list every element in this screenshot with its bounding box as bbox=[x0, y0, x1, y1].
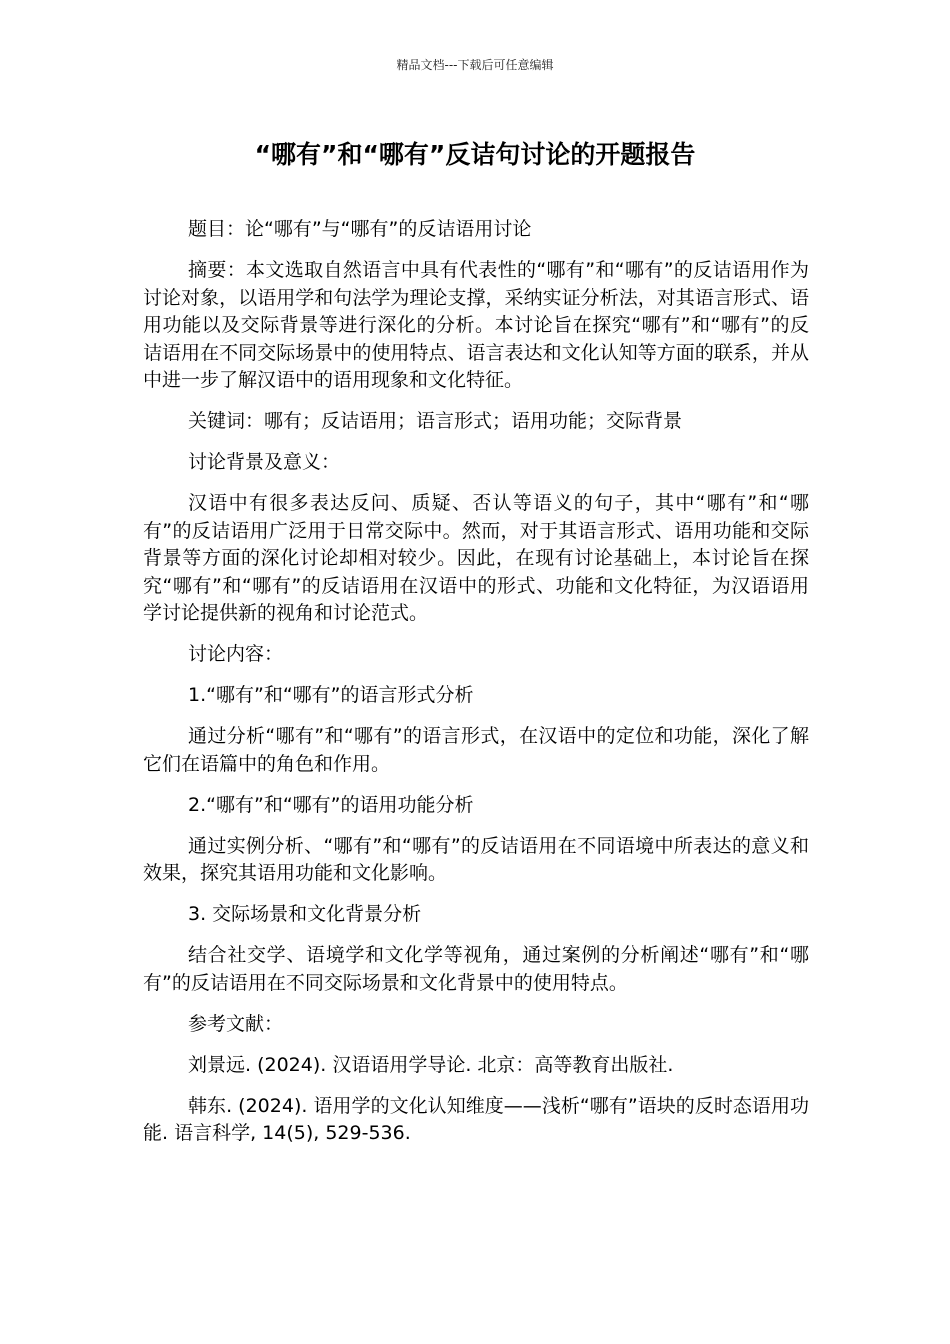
keywords-paragraph: 关键词：哪有；反诘语用；语言形式；语用功能；交际背景 bbox=[188, 410, 683, 432]
background-paragraph: 汉语中有很多表达反问、质疑、否认等语义的句子，其中“哪有”和“哪有”的反诘语用广泛用于日常交际中。然而，对于其语言形式、语用功能和交际背景等方面的深化讨论却相对较少。因此，在现有讨论基础上，本讨论旨在探究“哪有”和“哪有”的反诘语用在汉语中的形式、功能和文化特征，为汉语语用学讨论提供新的视角和讨论范式。 bbox=[143, 492, 809, 624]
content-item-1-heading: 1.“哪有”和“哪有”的语言形式分析 bbox=[188, 684, 474, 706]
content-item-2-text: 通过实例分析、“哪有”和“哪有”的反诘语用在不同语境中所表达的意义和效果，探究其语用功能和文化影响。 bbox=[143, 834, 809, 884]
reference-item: 韩东. (2024). 语用学的文化认知维度——浅析“哪有”语块的反时态语用功能. 语言科学, 14(5), 529-536. bbox=[143, 1094, 809, 1144]
content-item-3-heading: 3. 交际场景和文化背景分析 bbox=[188, 903, 422, 925]
topic-paragraph: 题目：论“哪有”与“哪有”的反诘语用讨论 bbox=[188, 218, 532, 240]
document-body bbox=[143, 216, 809, 1161]
content-item-3-text: 结合社交学、语境学和文化学等视角，通过案例的分析阐述“哪有”和“哪有”的反诘语用在不同交际场景和文化背景中的使用特点。 bbox=[143, 944, 809, 994]
page-header: 精品文档---下载后可任意编辑 bbox=[396, 58, 554, 72]
reference-item: 刘景远. (2024). 汉语语用学导论. 北京：高等教育出版社. bbox=[188, 1053, 674, 1076]
document-title: “哪有”和“哪有”反诘句讨论的开题报告 bbox=[254, 140, 696, 169]
references-heading: 参考文献： bbox=[188, 1012, 284, 1035]
content-item-2-heading: 2.“哪有”和“哪有”的语用功能分析 bbox=[188, 793, 474, 816]
abstract-paragraph: 摘要：本文选取自然语言中具有代表性的“哪有”和“哪有”的反诘语用作为讨论对象，以语用学和句法学为理论支撑，采纳实证分析法，对其语言形式、语用功能以及交际背景等进行深化的分析。本讨论旨在探究“哪有”和“哪有”的反诘语用在不同交际场景中的使用特点、语言表达和文化认知等方面的联系，并从中进一步了解汉语中的语用现象和文化特征。 bbox=[143, 259, 809, 391]
content-heading: 讨论内容： bbox=[188, 643, 284, 665]
background-heading: 讨论背景及意义： bbox=[188, 451, 341, 473]
content-item-1-text: 通过分析“哪有”和“哪有”的语言形式，在汉语中的定位和功能，深化了解它们在语篇中的角色和作用。 bbox=[143, 725, 809, 775]
